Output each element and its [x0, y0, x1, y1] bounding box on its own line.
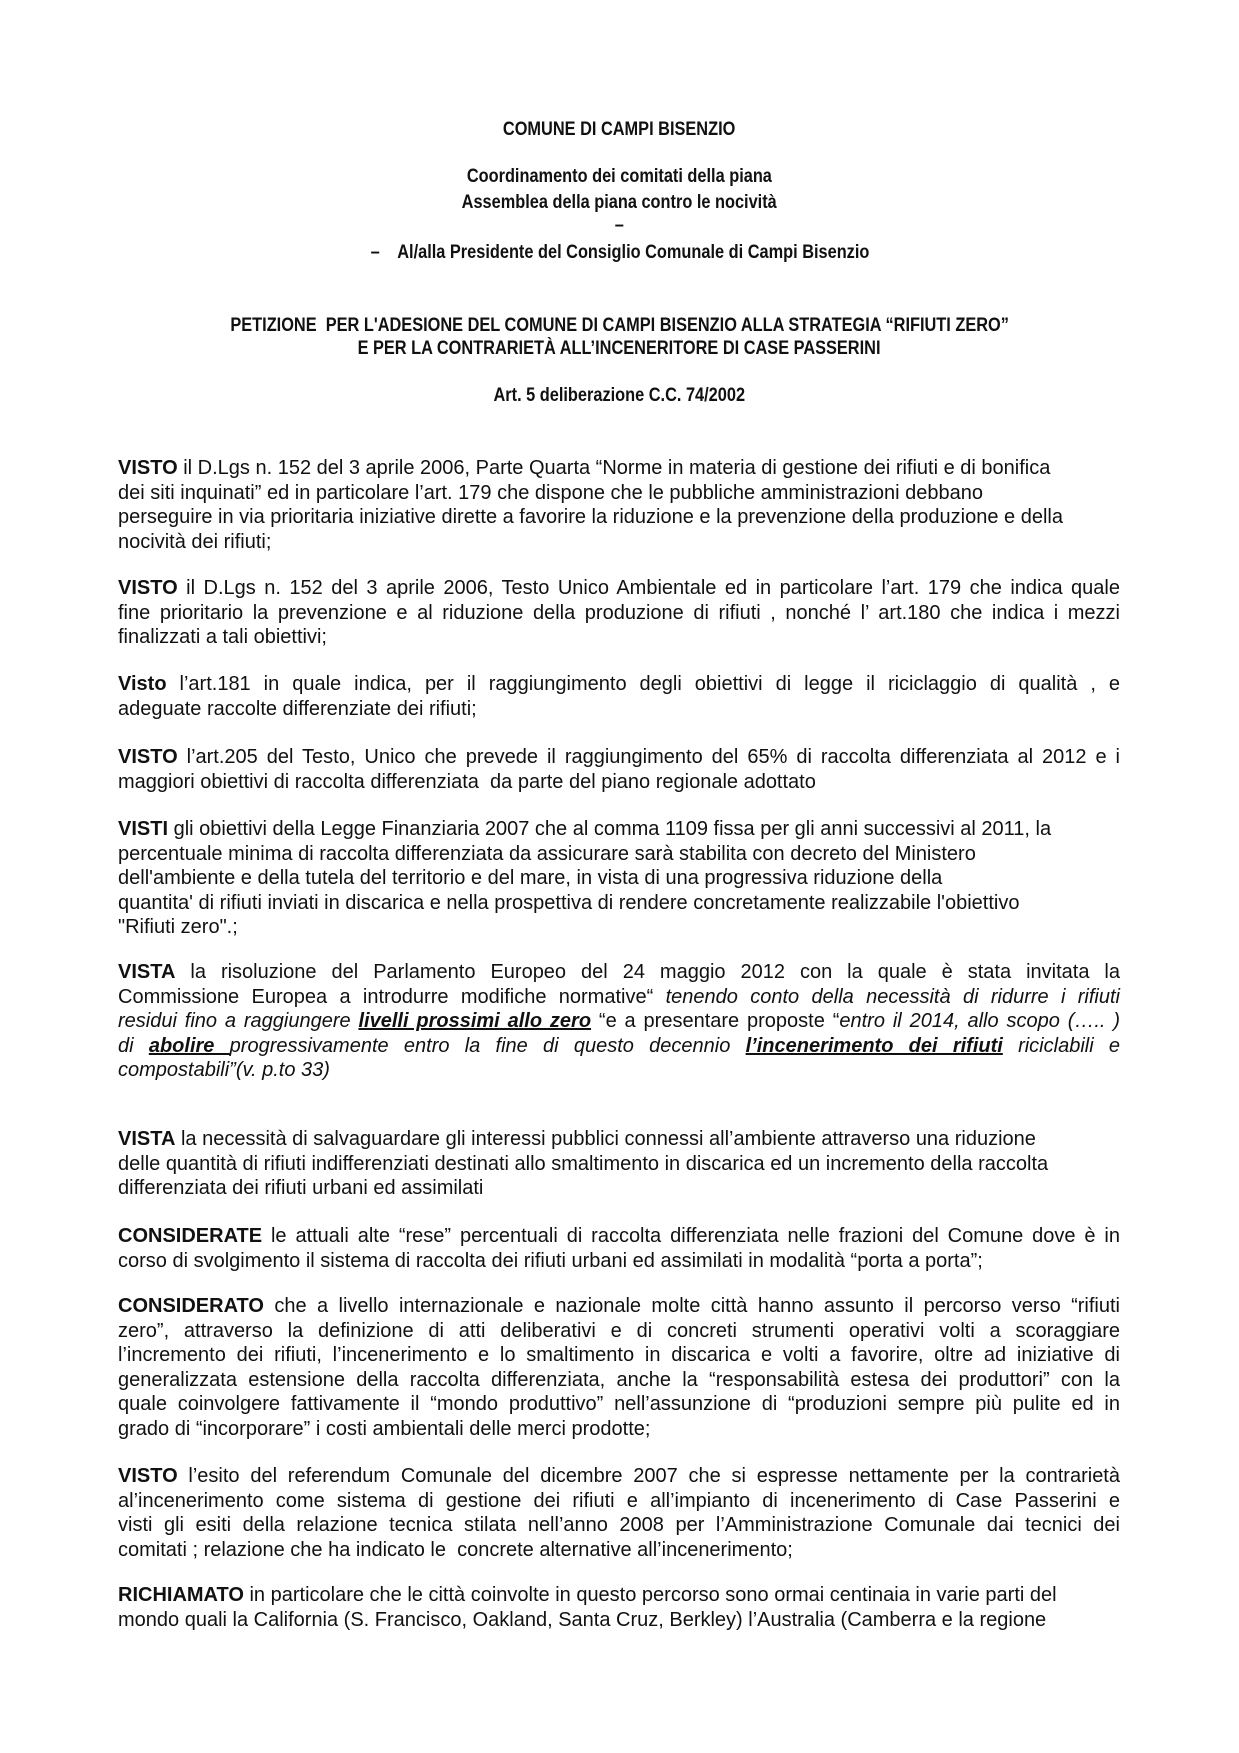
- text-line: [118, 1489, 1120, 1514]
- text-segment: la risoluzione del Parlamento Europeo del 24 maggio 2012 con la quale è stata invitata la: [175, 961, 1120, 983]
- text-line: [118, 625, 1120, 650]
- article-reference: Art. 5 deliberazione C.C. 74/2002: [493, 385, 746, 406]
- text-line: [118, 1224, 1120, 1249]
- text-segment: al’incenerimento come sistema di gestione dei rifiuti e all’impianto di incenerimento di Case Passerini e: [118, 1489, 1120, 1512]
- lead-keyword: VISTO: [118, 457, 178, 479]
- text-segment: adeguate raccolte differenziate dei rifiuti;: [118, 697, 477, 720]
- text-line: [118, 915, 1120, 940]
- paragraph: [118, 1294, 1120, 1442]
- text-line: [118, 817, 1120, 842]
- text-line: [118, 1538, 1120, 1563]
- petition-title-line-2: E PER LA CONTRARIETÀ ALL’INCENERITORE DI CASE PASSERINI: [358, 338, 881, 359]
- text-segment: corso di svolgimento il sistema di raccolta dei rifiuti urbani ed assimilati in modalità “porta a porta”;: [118, 1249, 983, 1272]
- text-segment: fine prioritario la prevenzione e al riduzione della produzione di rifiuti , nonché l’ art.180 che indica i mezzi: [118, 601, 1120, 624]
- text-segment: Commissione Europea a introdurre modifiche normative“: [118, 985, 666, 1008]
- lead-keyword: CONSIDERATO: [118, 1295, 264, 1317]
- text-segment: nocività dei rifiuti;: [118, 530, 272, 553]
- assembly-line: Assemblea della piana contro le nocività: [461, 192, 778, 213]
- text-line: [118, 770, 1120, 795]
- paragraph: [118, 1224, 1120, 1273]
- text-segment: l’esito del referendum Comunale del dicembre 2007 che si espresse nettamente per la contrarietà: [177, 1465, 1120, 1487]
- emphasized-text: livelli prossimi allo zero: [358, 1010, 592, 1033]
- text-segment: tenendo conto della necessità di ridurre i rifiuti: [665, 985, 1120, 1008]
- text-segment: residui fino a raggiungere: [118, 1010, 359, 1033]
- paragraph: [118, 1127, 1120, 1201]
- text-segment: progressivamente entro la fine di questo decennio: [229, 1034, 746, 1057]
- text-line: [118, 1513, 1120, 1538]
- lead-keyword: RICHIAMATO: [118, 1584, 244, 1606]
- text-line: [118, 1294, 1120, 1319]
- text-segment: il D.Lgs n. 152 del 3 aprile 2006, Parte Quarta “Norme in materia di gestione dei rifiuti e di bonifica: [177, 457, 1051, 479]
- text-segment: comitati ; relazione che ha indicato le concrete alternative all’incenerimento;: [118, 1538, 793, 1561]
- text-line: [118, 842, 1120, 867]
- text-segment: "Rifiuti zero".;: [118, 916, 238, 939]
- lead-keyword: VISTA: [118, 961, 176, 983]
- text-line: [118, 1176, 1120, 1201]
- text-line: [118, 1319, 1120, 1344]
- text-segment: quale coinvolgere fattivamente il “mondo produttivo” nell’assunzione di “produzioni sempre più pulite ed in: [118, 1393, 1120, 1416]
- text-line: [118, 891, 1120, 916]
- text-line: [118, 1249, 1120, 1274]
- text-segment: quantita' di rifiuti inviati in discarica e nella prospettiva di rendere concretamente realizzabile l'obiettivo: [118, 891, 1020, 914]
- text-segment: entro il 2014, allo scopo (….. ): [839, 1010, 1121, 1033]
- text-line: [118, 456, 1120, 481]
- text-segment: maggiori obiettivi di raccolta differenziata da parte del piano regionale adottato: [118, 770, 816, 793]
- text-line: [118, 1034, 1120, 1059]
- text-line: [118, 1583, 1120, 1608]
- text-segment: grado di “incorporare” i costi ambientali delle merci prodotte;: [118, 1417, 651, 1440]
- paragraph: [118, 960, 1120, 1083]
- lead-keyword: VISTI: [118, 818, 169, 840]
- text-segment: mondo quali la California (S. Francisco, Oakland, Santa Cruz, Berkley) l’Australia (Camberra e la regione: [118, 1608, 1047, 1631]
- text-segment: l’art.181 in quale indica, per il raggiungimento degli obiettivi di legge il riciclaggio di qualità , e: [166, 673, 1120, 695]
- recipient-line: – Al/alla Presidente del Consiglio Comunale di Campi Bisenzio: [370, 242, 869, 263]
- text-segment: dell'ambiente e della tutela del territorio e del mare, in vista di una progressiva riduzione della: [118, 867, 943, 890]
- text-line: [118, 1127, 1120, 1152]
- lead-keyword: VISTO: [118, 577, 178, 599]
- text-line: [118, 1392, 1120, 1417]
- text-segment: “e a presentare proposte “: [591, 1010, 840, 1033]
- text-line: [118, 1009, 1120, 1034]
- petition-title-line-1: PETIZIONE PER L'ADESIONE DEL COMUNE DI CAMPI BISENZIO ALLA STRATEGIA “RIFIUTI ZERO”: [230, 315, 1009, 336]
- text-line: [118, 1152, 1120, 1177]
- text-segment: riciclabili e: [1002, 1034, 1121, 1057]
- text-line: [118, 985, 1120, 1010]
- paragraph: [118, 576, 1120, 650]
- text-line: [118, 481, 1120, 506]
- text-line: [118, 672, 1120, 697]
- text-segment: che a livello internazionale e nazionale molte città hanno assunto il percorso verso “rifiuti: [263, 1295, 1120, 1317]
- paragraph: [118, 1583, 1120, 1632]
- text-segment: l’art.205 del Testo, Unico che prevede il raggiungimento del 65% di raccolta differenziata al 2012 e i: [177, 746, 1120, 768]
- text-segment: gli obiettivi della Legge Finanziaria 2007 che al comma 1109 fissa per gli anni successivi al 2011, la: [168, 818, 1052, 840]
- text-segment: in particolare che le città coinvolte in questo percorso sono ormai centinaia in varie parti del: [243, 1584, 1057, 1606]
- emphasized-text: l’incenerimento dei rifiuti: [745, 1034, 1003, 1057]
- text-segment: la necessità di salvaguardare gli interessi pubblici connessi all’ambiente attraverso una riduzione: [175, 1128, 1036, 1150]
- lead-keyword: VISTA: [118, 1128, 176, 1150]
- text-segment: dei siti inquinati” ed in particolare l’art. 179 che dispone che le pubbliche amministrazioni debbano: [118, 481, 983, 504]
- text-line: [118, 1058, 1120, 1083]
- municipality-heading: COMUNE DI CAMPI BISENZIO: [503, 119, 736, 140]
- text-line: [118, 1417, 1120, 1442]
- text-line: [118, 697, 1120, 722]
- text-segment: visti gli esiti della relazione tecnica stilata nell’anno 2008 per l’Amministrazione Comunale dai tecnici dei: [118, 1514, 1120, 1537]
- text-line: [118, 745, 1120, 770]
- lead-keyword: Visto: [118, 673, 167, 695]
- text-segment: di: [118, 1034, 149, 1057]
- text-line: [118, 1464, 1120, 1489]
- dash-separator: –: [614, 215, 625, 236]
- paragraph: [118, 817, 1120, 940]
- paragraph: [118, 1464, 1120, 1562]
- lead-keyword: VISTO: [118, 1465, 178, 1487]
- text-segment: delle quantità di rifiuti indifferenziati destinati allo smaltimento in discarica ed un incremento della raccolta: [118, 1152, 1049, 1175]
- text-line: [118, 1608, 1120, 1633]
- text-line: [118, 601, 1120, 626]
- text-line: [118, 960, 1120, 985]
- paragraph: [118, 456, 1120, 554]
- text-segment: finalizzati a tali obiettivi;: [118, 626, 327, 649]
- lead-keyword: CONSIDERATE: [118, 1225, 263, 1247]
- text-segment: l’incremento dei rifiuti, l’incenerimento e lo smaltimento in discarica e volti a favorire, oltre ad iniziative di: [118, 1344, 1120, 1367]
- text-line: [118, 530, 1120, 555]
- text-line: [118, 576, 1120, 601]
- text-segment: differenziata dei rifiuti urbani ed assimilati: [118, 1177, 484, 1200]
- text-segment: il D.Lgs n. 152 del 3 aprile 2006, Testo Unico Ambientale ed in particolare l’art. 179 che indica quale: [177, 577, 1120, 599]
- text-line: [118, 1368, 1120, 1393]
- text-line: [118, 1343, 1120, 1368]
- coordination-line: Coordinamento dei comitati della piana: [466, 166, 773, 187]
- emphasized-text: abolire: [148, 1034, 230, 1057]
- text-segment: percentuale minima di raccolta differenziata da assicurare sarà stabilita con decreto del Ministero: [118, 842, 976, 865]
- text-segment: generalizzata estensione della raccolta differenziata, anche la “responsabilità estesa dei produttori” con la: [118, 1368, 1120, 1391]
- text-segment: le attuali alte “rese” percentuali di raccolta differenziata nelle frazioni del Comune dove è in: [262, 1225, 1120, 1247]
- text-segment: zero”, attraverso la definizione di atti deliberativi e di concreti strumenti operativi volti a scoraggiare: [118, 1319, 1120, 1342]
- paragraph: [118, 672, 1120, 721]
- text-line: [118, 505, 1120, 530]
- text-line: [118, 866, 1120, 891]
- text-segment: perseguire in via prioritaria iniziative dirette a favorire la riduzione e la prevenzione della produzione e della: [118, 506, 1063, 529]
- lead-keyword: VISTO: [118, 746, 178, 768]
- text-segment: compostabili”(v. p.to 33): [118, 1059, 330, 1082]
- paragraph: [118, 745, 1120, 794]
